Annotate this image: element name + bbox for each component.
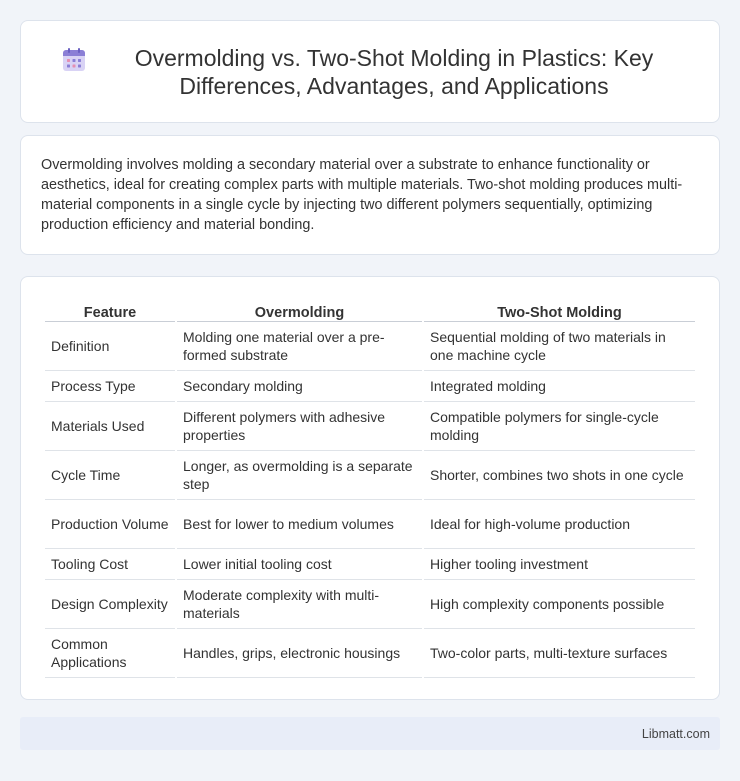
header-two-shot-molding: Two-Shot Molding: [424, 298, 695, 322]
two-shot-cell: Integrated molding: [424, 371, 695, 402]
overmolding-cell: Lower initial tooling cost: [177, 549, 422, 580]
two-shot-cell: High complexity components possible: [424, 580, 695, 629]
calendar-icon: [61, 47, 87, 73]
footer-brand-link[interactable]: Libmatt.com: [641, 726, 710, 741]
table-row: [45, 549, 695, 580]
feature-cell: Definition: [45, 322, 175, 371]
table-header-row: [45, 298, 695, 322]
overmolding-cell: Best for lower to medium volumes: [177, 500, 422, 549]
overmolding-cell: Different polymers with adhesive properties: [177, 402, 422, 451]
feature-cell: Materials Used: [45, 402, 175, 451]
feature-cell: Design Complexity: [45, 580, 175, 629]
table-row: [45, 500, 695, 549]
intro-paragraph: Overmolding involves molding a secondary material over a substrate to enhance functionality or aesthetics, ideal for creating complex parts with multiple materials. Two-shot molding produces multi-material components in a single cycle by injecting two different polymers sequentially, optimizing production efficiency and material bonding.: [41, 157, 683, 233]
table-row: [45, 322, 695, 371]
two-shot-cell: Sequential molding of two materials in one machine cycle: [424, 322, 695, 371]
overmolding-cell: Handles, grips, electronic housings: [177, 629, 422, 678]
feature-cell: Tooling Cost: [45, 549, 175, 580]
two-shot-cell: Shorter, combines two shots in one cycle: [424, 451, 695, 500]
overmolding-cell: Secondary molding: [177, 371, 422, 402]
feature-cell: Common Applications: [45, 629, 175, 678]
feature-cell: Production Volume: [45, 500, 175, 549]
overmolding-cell: Longer, as overmolding is a separate step: [177, 451, 422, 500]
table-row: [45, 629, 695, 678]
footer-bar: [20, 717, 720, 750]
overmolding-cell: Moderate complexity with multi-materials: [177, 580, 422, 629]
overmolding-cell: Molding one material over a pre-formed substrate: [177, 322, 422, 371]
two-shot-cell: Higher tooling investment: [424, 549, 695, 580]
comparison-table: [43, 298, 697, 678]
two-shot-cell: Compatible polymers for single-cycle molding: [424, 402, 695, 451]
header-feature: Feature: [45, 298, 175, 322]
table-row: [45, 580, 695, 629]
comparison-card: [20, 276, 720, 700]
table-row: [45, 451, 695, 500]
two-shot-cell: Ideal for high-volume production: [424, 500, 695, 549]
feature-cell: Cycle Time: [45, 451, 175, 500]
two-shot-cell: Two-color parts, multi-texture surfaces: [424, 629, 695, 678]
table-row: [45, 402, 695, 451]
title-card: [20, 20, 720, 123]
header-overmolding: Overmolding: [177, 298, 422, 322]
page-title: Overmolding vs. Two-Shot Molding in Plastics: Key Differences, Advantages, and Applications: [134, 44, 654, 99]
intro-card: [20, 135, 720, 255]
table-row: [45, 371, 695, 402]
feature-cell: Process Type: [45, 371, 175, 402]
title-row: [61, 44, 679, 100]
